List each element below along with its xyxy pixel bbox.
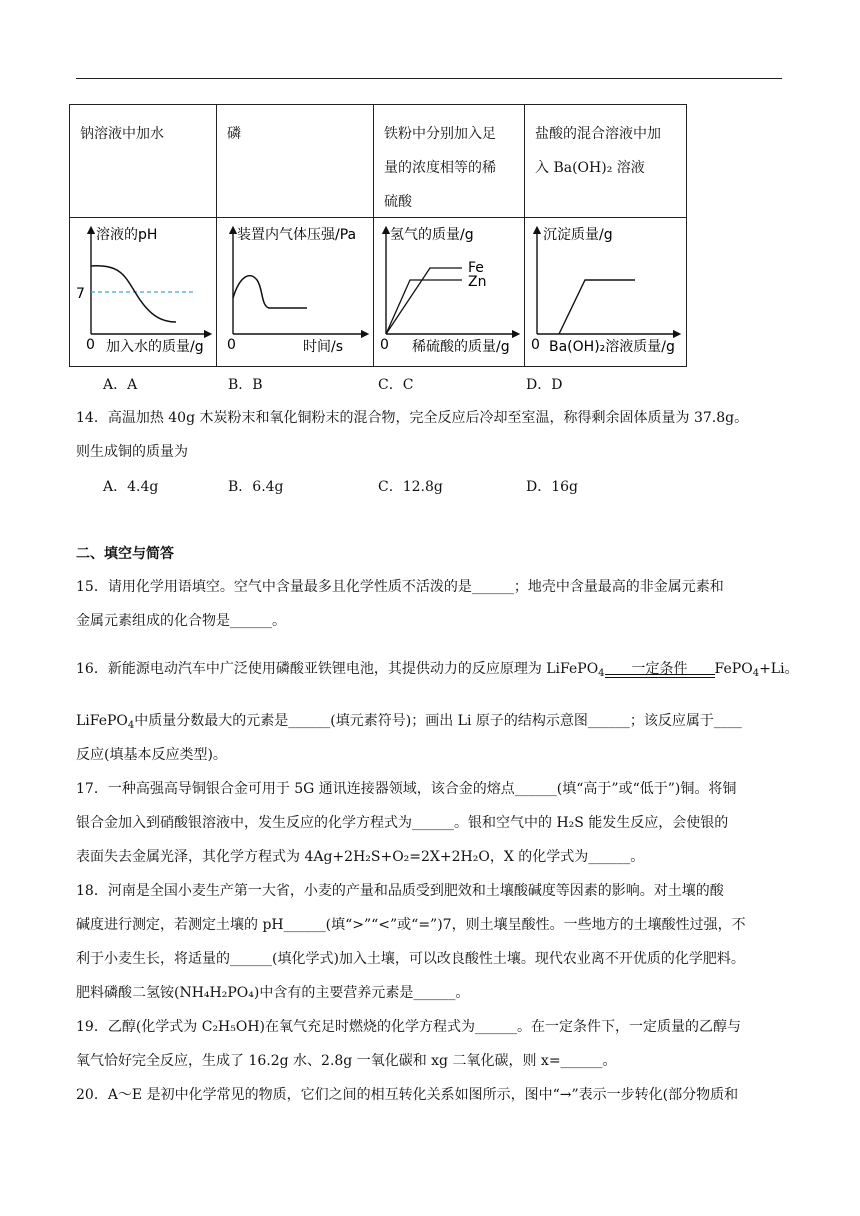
origin-label: 0 [380,337,389,353]
q16-text: LiFePO [76,713,128,729]
text-line: 18．河南是全国小麦生产第一大省，小麦的产量和品质受到肥效和土壤酸碱度等因素的影响。对土壤的酸 [76,883,724,899]
chart-d-cell [525,218,687,367]
q18 [76,874,786,1010]
table-row [70,105,687,218]
text-line: 19．乙醇(化学式为 C₂H₅OH)在氧气充足时燃烧的化学方程式为______。在一定条件下，一定质量的乙醇与 [76,1019,742,1035]
text-line: 肥料磷酸二氢铵(NH₄H₂PO₄)中含有的主要营养元素是______。 [76,985,470,1001]
text-line: 银合金加入到硝酸银溶液中，发生反应的化学方程式为______。银和空气中的 H₂S 能发生反应，会使银的 [76,815,729,831]
y-axis-label: 沉淀质量/g [543,227,613,243]
series-zn-label: Zn [468,274,487,290]
q16 [76,652,799,686]
chart-b [217,218,373,366]
text-line: 利于小麦生长，将适量的______(填化学式)加入土壤，可以改良酸性土壤。现代农业离不开优质的化学肥料。 [76,951,745,967]
cell-line: 入 Ba(OH)₂ 溶液 [535,160,645,176]
cell-line: 铁粉中分别加入足 [384,126,496,142]
text-line: 表面失去金属光泽，其化学方程式为 4Ag+2H₂S+O₂=2X+2H₂O，X 的化学式为______。 [76,849,645,865]
text-line: 16．新能源电动汽车中广泛使用磷酸亚铁锂电池，其提供动力的反应原理为 LiFePO$_4$ 一定条件 FePO$_4$+Li。 [76,652,786,686]
q15 [76,570,786,638]
condition-label: 一定条件 [631,661,688,677]
option-b-desc [217,105,374,218]
precipitate-curve [559,280,635,334]
origin-label: 0 [227,337,236,353]
origin-label: 0 [86,337,95,353]
choice-c[interactable]: C．12.8g [378,479,443,495]
ref-tick-label: 7 [76,286,85,302]
x-axis-label: 时间/s [303,339,344,355]
q13-options-table [69,104,687,367]
cell-line: 量的浓度相等的稀 [384,160,496,176]
text-line: 碱度进行测定，若测定土壤的 pH______(填“>”“<”或“=”)7，则土壤呈酸性。一些地方的土壤酸性过强，不 [76,917,746,933]
cell-line: 钠溶液中加水 [80,126,164,142]
text-line: 17．一种高强高导铜银合金可用于 5G 通讯连接器领域，该合金的熔点______(填“高于”或“低于”)铜。将铜 [76,781,737,797]
option-c-desc [374,105,525,218]
section-heading: 二、填空与简答 [76,546,174,562]
cell-line: 硫酸 [384,194,412,210]
reaction-condition [605,661,715,686]
chart-c-cell [374,218,525,367]
choice-d[interactable]: D．D [526,377,563,393]
option-a-desc [70,105,217,218]
table-row [70,218,687,367]
q14-stem [76,401,786,469]
q16-text: 中质量分数最大的元素是______(填元素符号)；画出 Li 原子的结构示意图______；该反应属于____ [134,713,742,729]
y-axis-label: 溶液的pH [96,227,158,243]
q16-cont [76,704,786,772]
series-fe-label: Fe [468,260,484,276]
chart-c [374,218,524,366]
chart-b-cell [217,218,374,367]
text-line: 反应(填基本反应类型)。 [76,747,227,763]
q19 [76,1010,786,1078]
text-line: 15．请用化学用语填空。空气中含量最多且化学性质不活泼的是______；地壳中含量最高的非金属元素和 [76,579,724,595]
choice-b[interactable]: B．B [228,377,263,393]
choice-a[interactable]: A．4.4g [103,479,159,495]
x-axis-label: 加入水的质量/g [106,339,204,355]
chart-d [525,218,686,366]
q17 [76,772,786,874]
text-line: LiFePO$_4$中质量分数最大的元素是______(填元素符号)；画出 Li 原子的结构示意图______；该反应属于____ [76,713,742,731]
series-fe-line [386,268,462,334]
option-d-desc [525,105,687,218]
cell-line: 磷 [227,126,241,142]
chart-a-cell [70,218,217,367]
text-line: 金属元素组成的化合物是______。 [76,613,286,629]
q20 [76,1078,786,1112]
x-axis-label: 稀硫酸的质量/g [412,339,510,355]
y-axis-label: 装置内气体压强/Pa [237,227,357,243]
q16-text: +Li。 [759,661,799,677]
text-line: 氧气恰好完全反应，生成了 16.2g 水、2.8g 一氧化碳和 xg 二氧化碳，则 x=______。 [76,1053,617,1069]
header-rule [76,78,782,79]
choice-c[interactable]: C．C [378,377,414,393]
q16-text: 16．新能源电动汽车中广泛使用磷酸亚铁锂电池，其提供动力的反应原理为 LiFePO [76,661,599,677]
choice-b[interactable]: B．6.4g [228,479,284,495]
q16-text: FePO [714,661,753,677]
text-line: 20．A～E 是初中化学常见的物质，它们之间的相互转化关系如图所示，图中“→”表示一步转化(部分物质和 [76,1087,739,1103]
series-zn-line [386,280,462,334]
text-line: 14．高温加热 40g 木炭粉末和氧化铜粉末的混合物，完全反应后冷却至室温，称得剩余固体质量为 37.8g。 [76,410,749,426]
x-axis-label: Ba(OH)₂溶液质量/g [549,339,675,355]
choice-d[interactable]: D．16g [526,479,579,495]
ph-curve [91,266,176,322]
chart-a [70,218,216,366]
cell-line: 盐酸的混合溶液中加 [535,126,661,142]
choice-a[interactable]: A．A [103,377,138,393]
pressure-curve [233,276,307,308]
text-line: 则生成铜的质量为 [76,444,188,460]
origin-label: 0 [531,337,540,353]
y-axis-label: 氢气的质量/g [390,227,474,243]
